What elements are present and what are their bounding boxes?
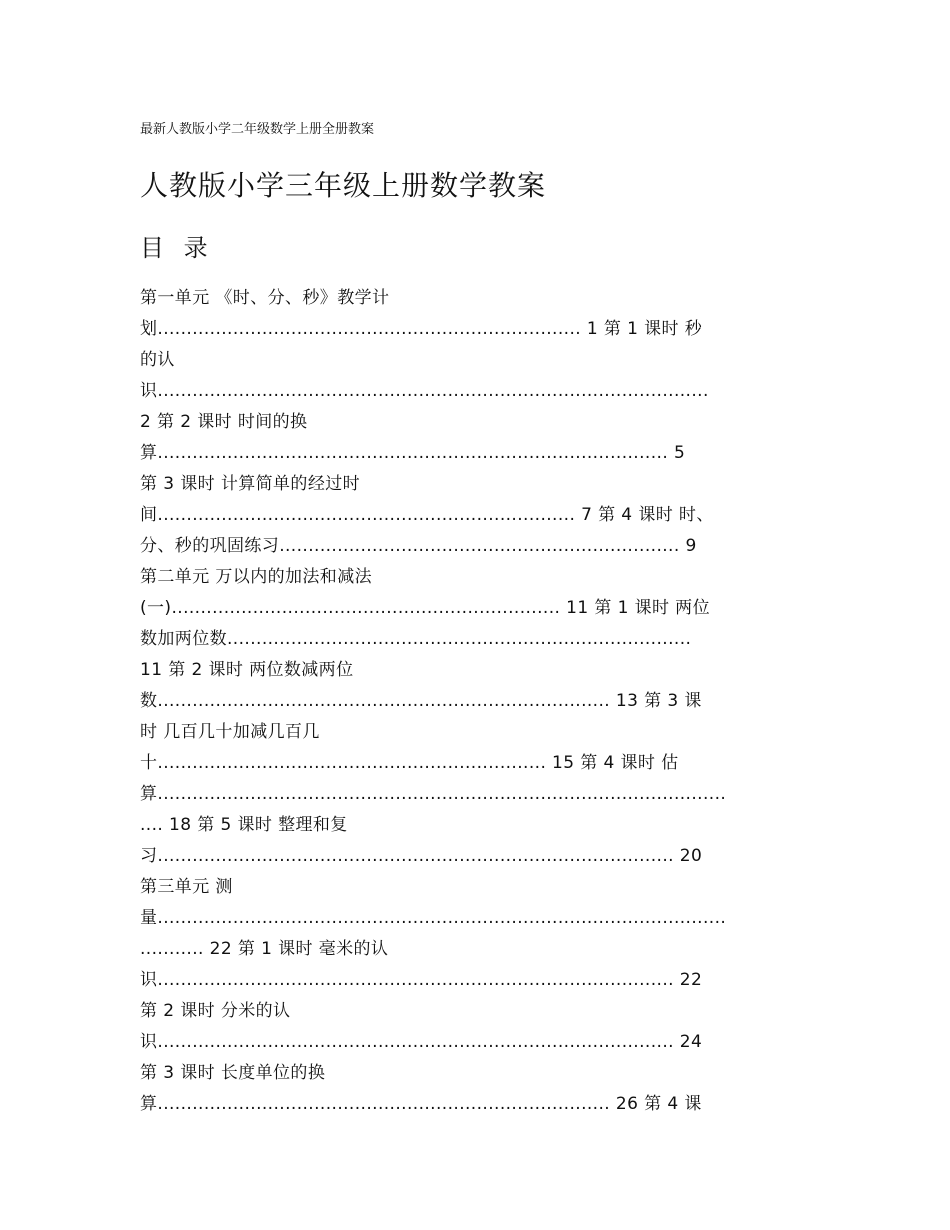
toc-line: 量.................................................................................................. [140, 908, 727, 928]
toc-line: (一)................................................................... 11 第 1 课时 两位 [140, 598, 710, 618]
toc-line: 识............................................................................................... [140, 381, 709, 401]
toc-line: 数加两位数................................................................................ [140, 629, 692, 649]
toc-line: 第二单元 万以内的加法和减法 [140, 567, 373, 587]
header-note: 最新人教版小学二年级数学上册全册教案 [140, 122, 375, 137]
toc-line: 第 3 课时 计算简单的经过时 [140, 474, 361, 494]
toc-line: 第三单元 测 [140, 877, 233, 897]
toc-line: 第一单元 《时、分、秒》教学计 [140, 288, 390, 308]
toc-line: ........... 22 第 1 课时 毫米的认 [140, 939, 389, 959]
toc-line: 划......................................................................... 1 第 1 课时 秒 [140, 319, 703, 339]
toc-line: 习......................................................................................... 20 [140, 846, 703, 866]
toc-heading: 目 录 [140, 234, 214, 262]
toc-line: 的认 [140, 350, 175, 370]
toc-line: 算.............................................................................. 26 第 4 课 [140, 1094, 702, 1114]
toc-line: 算.................................................................................................. [140, 784, 727, 804]
document-title: 人教版小学三年级上册数学教案 [140, 169, 547, 202]
toc-line: 数.............................................................................. 13 第 3 课 [140, 691, 702, 711]
toc-line: 分、秒的巩固练习..................................................................... 9 [140, 536, 697, 556]
toc-line: 十................................................................... 15 第 4 课时 估 [140, 753, 679, 773]
toc-line: 算........................................................................................ 5 [140, 443, 686, 463]
toc-line: 识......................................................................................... 22 [140, 970, 703, 990]
toc-line: 2 第 2 课时 时间的换 [140, 412, 308, 432]
toc-line: 时 几百几十加减几百几 [140, 722, 320, 742]
table-of-contents [140, 283, 820, 1120]
toc-line: 识......................................................................................... 24 [140, 1032, 703, 1052]
toc-line: 间........................................................................ 7 第 4 课时 时、 [140, 505, 714, 525]
toc-line: 第 3 课时 长度单位的换 [140, 1063, 326, 1083]
toc-line: 11 第 2 课时 两位数减两位 [140, 660, 354, 680]
toc-line: .... 18 第 5 课时 整理和复 [140, 815, 348, 835]
toc-line: 第 2 课时 分米的认 [140, 1001, 291, 1021]
